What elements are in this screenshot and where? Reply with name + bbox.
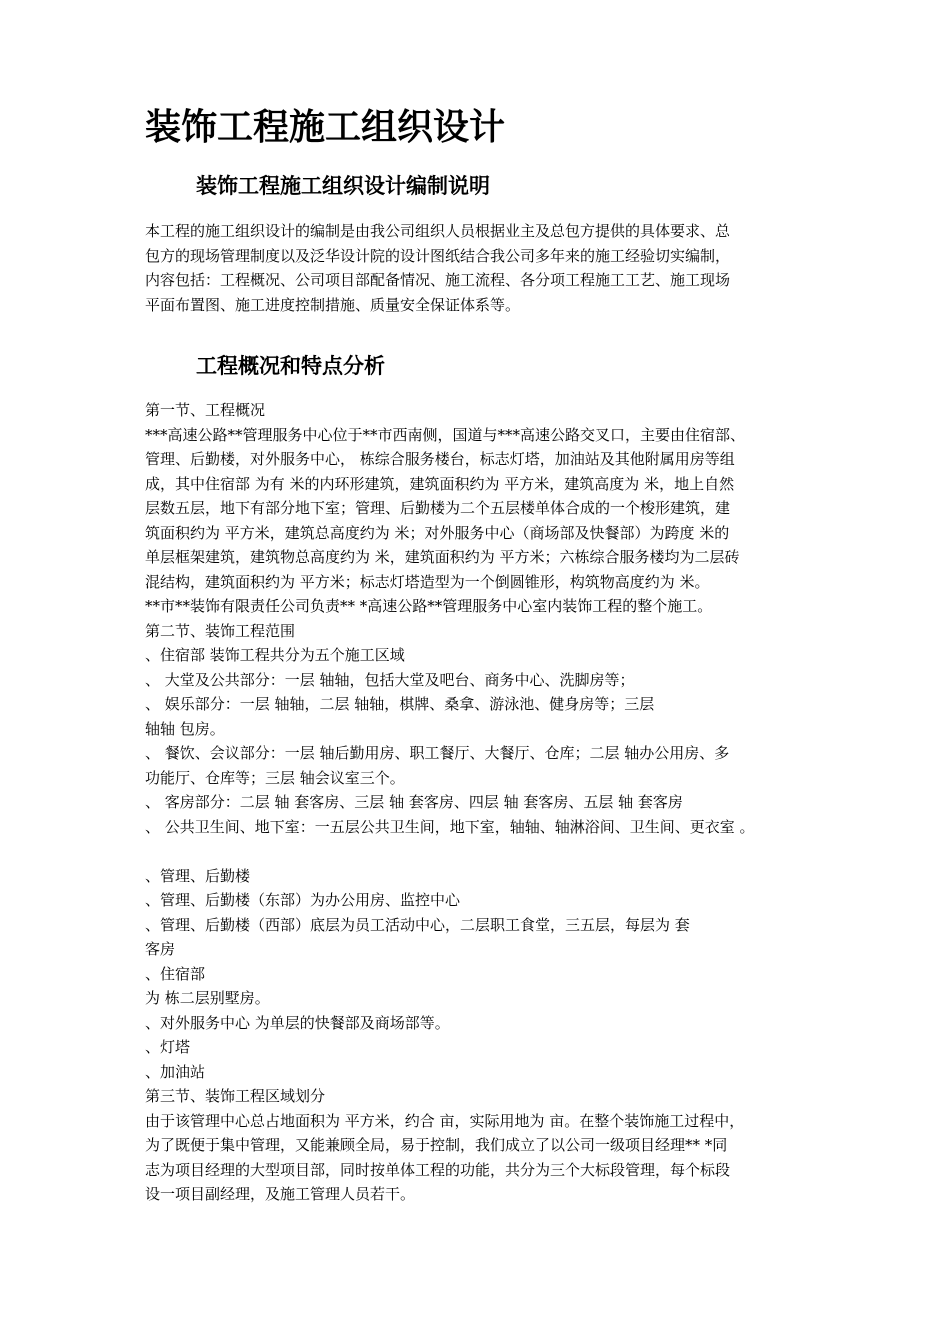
text-line: 由于该管理中心总占地面积为 平方米，约合 亩，实际用地为 亩。在整个装饰施工过程中， [145, 1111, 745, 1130]
text-line: 混结构，建筑面积约为 平方米；标志灯塔造型为一个倒圆锥形，构筑物高度约为 米。 [145, 572, 710, 591]
text-line: **市**装饰有限责任公司负责** *高速公路**管理服务中心室内装饰工程的整个施工。 [145, 597, 713, 615]
text-line: 设一项目副经理，及施工管理人员若干。 [145, 1185, 416, 1203]
text-line: 为 栋二层别墅房。 [145, 989, 270, 1007]
text-line: 、管理、后勤楼（东部）为办公用房、监控中心 [145, 891, 461, 909]
section-body-compilation-notes [145, 219, 825, 317]
text-line: 客房 [145, 940, 176, 958]
text-line: 、 娱乐部分：一层 轴轴，二层 轴轴，棋牌、桑拿、游泳池、健身房等；三层 [145, 695, 655, 713]
text-line: 、 客房部分：二层 轴 套客房、三层 轴 套客房、四层 轴 套客房、五层 轴 套客房 [145, 793, 683, 811]
text-line: 筑面积约为 平方米，建筑总高度约为 米；对外服务中心（商场部及快餐部）为跨度 米的 [145, 523, 730, 542]
text-line: 内容包括：工程概况、公司项目部配备情况、施工流程、各分项工程施工工艺、施工现场 [145, 271, 731, 289]
text-line [145, 839, 825, 864]
text-line: 、 餐饮、会议部分：一层 轴后勤用房、职工餐厅、大餐厅、仓库；二层 轴办公用房、多 [145, 744, 730, 762]
text-line: 、灯塔 [145, 1038, 191, 1056]
text-line: 第二节、装饰工程范围 [145, 621, 296, 640]
text-line: 第三节、装饰工程区域划分 [145, 1087, 326, 1105]
text-line: 、管理、后勤楼（西部）底层为员工活动中心，二层职工食堂，三五层，每层为 套 [145, 915, 690, 934]
text-line: 成，其中住宿部 为有 米的内环形建筑，建筑面积约为 平方米，建筑高度为 米，地上自然 [145, 474, 735, 493]
text-line: 、对外服务中心 为单层的快餐部及商场部等。 [145, 1013, 450, 1032]
text-line: 志为项目经理的大型项目部，同时按单体工程的功能，共分为三个大标段管理，每个标段 [145, 1160, 731, 1179]
document-title: 装饰工程施工组织设计 [145, 107, 506, 148]
text-line: 为了既便于集中管理，又能兼顾全局，易于控制，我们成立了以公司一级项目经理** *同 [145, 1136, 728, 1154]
text-line: 轴轴 包房。 [145, 719, 225, 738]
text-line: ***高速公路**管理服务中心位于**市西南侧，国道与***高速公路交叉口，主要由住宿部、 [145, 425, 746, 444]
section-heading-compilation-notes: 装饰工程施工组织设计编制说明 [196, 174, 490, 198]
text-line: 、住宿部 [145, 964, 206, 983]
text-line: 包方的现场管理制度以及泛华设计院的设计图纸结合我公司多年来的施工经验切实编制， [145, 246, 731, 265]
text-line: 功能厅、仓库等；三层 轴会议室三个。 [145, 768, 405, 787]
text-line: 平面布置图、施工进度控制措施、质量安全保证体系等。 [145, 295, 521, 314]
text-line: 、 公共卫生间、地下室：一五层公共卫生间，地下室，轴轴、轴淋浴间、卫生间、更衣室 。 [145, 817, 755, 836]
text-line: 、 大堂及公共部分：一层 轴轴，包括大堂及吧台、商务中心、洗脚房等； [145, 670, 635, 689]
text-line: 、加油站 [145, 1062, 206, 1081]
text-line: 单层框架建筑，建筑物总高度约为 米，建筑面积约为 平方米；六栋综合服务楼均为二层砖 [145, 548, 740, 566]
text-line: 第一节、工程概况 [145, 401, 266, 419]
text-line: 管理、后勤楼，对外服务中心， 栋综合服务楼台，标志灯塔，加油站及其他附属用房等组 [145, 450, 735, 468]
text-line: 、管理、后勤楼 [145, 866, 251, 885]
text-line: 层数五层，地下有部分地下室；管理、后勤楼为二个五层楼单体合成的一个梭形建筑，建 [145, 499, 731, 517]
section-body-project-overview [145, 398, 825, 1207]
text-line: 、住宿部 装饰工程共分为五个施工区域 [145, 646, 405, 664]
text-line: 本工程的施工组织设计的编制是由我公司组织人员根据业主及总包方提供的具体要求、总 [145, 222, 731, 240]
section-heading-project-overview: 工程概况和特点分析 [196, 354, 385, 378]
